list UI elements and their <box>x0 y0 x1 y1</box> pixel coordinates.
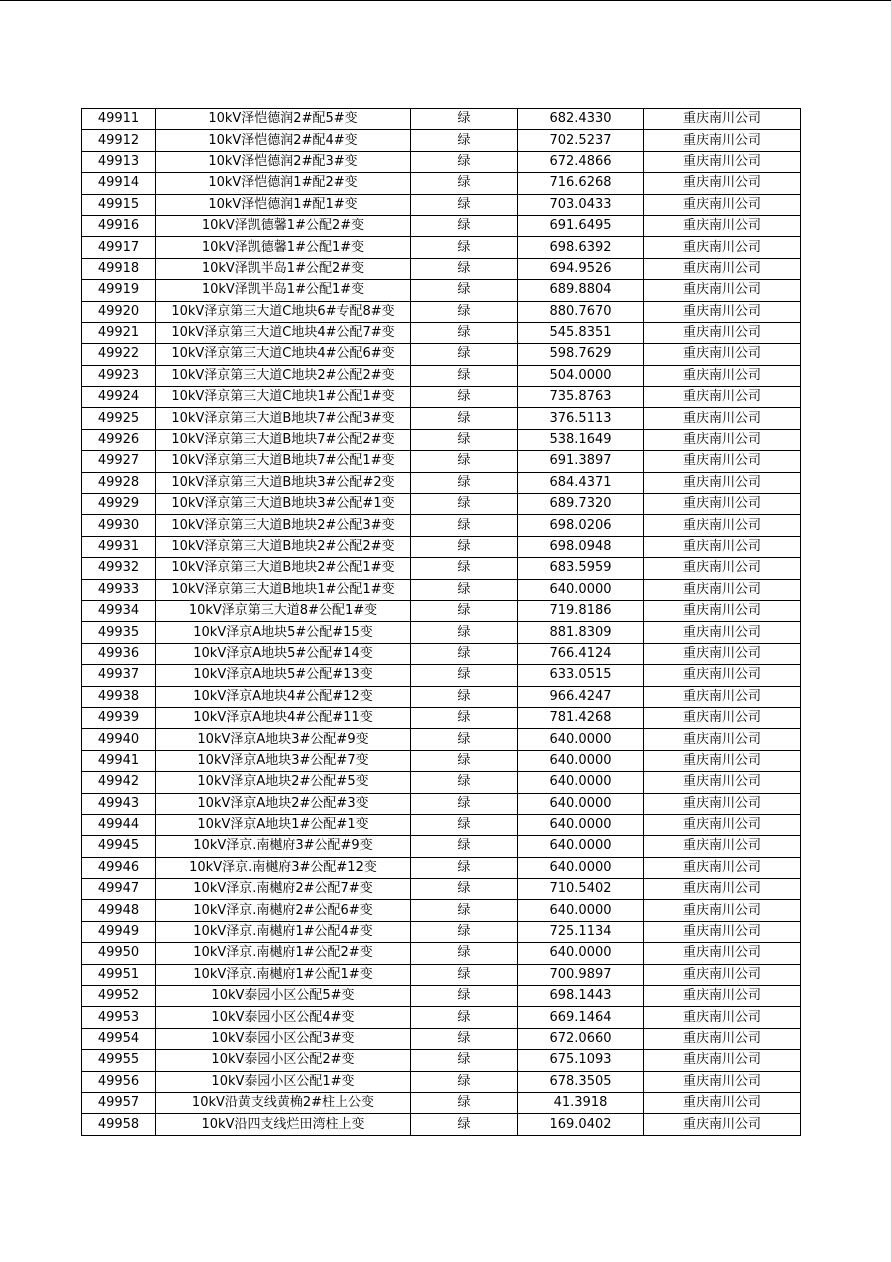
table-row <box>82 814 801 835</box>
cell-id: 49923 <box>82 365 156 386</box>
cell-color: 绿 <box>411 258 518 279</box>
cell-value: 672.0660 <box>518 1028 644 1049</box>
cell-id: 49911 <box>82 109 156 130</box>
table-row <box>82 215 801 236</box>
cell-name: 10kV泽京第三大道C地块4#公配6#变 <box>156 344 411 365</box>
cell-value: 41.3918 <box>518 1092 644 1113</box>
cell-value: 698.0206 <box>518 515 644 536</box>
table-row <box>82 707 801 728</box>
cell-id: 49950 <box>82 943 156 964</box>
cell-id: 49934 <box>82 600 156 621</box>
cell-color: 绿 <box>411 494 518 515</box>
cell-value: 710.5402 <box>518 879 644 900</box>
cell-company: 重庆南川公司 <box>644 814 801 835</box>
table-row <box>82 173 801 194</box>
cell-id: 49942 <box>82 772 156 793</box>
cell-id: 49928 <box>82 472 156 493</box>
cell-color: 绿 <box>411 579 518 600</box>
cell-value: 766.4124 <box>518 643 644 664</box>
cell-id: 49938 <box>82 686 156 707</box>
cell-company: 重庆南川公司 <box>644 600 801 621</box>
cell-id: 49929 <box>82 494 156 515</box>
cell-color: 绿 <box>411 408 518 429</box>
table-row <box>82 750 801 771</box>
cell-name: 10kV泽京A地块4#公配#12变 <box>156 686 411 707</box>
cell-value: 598.7629 <box>518 344 644 365</box>
table-row <box>82 344 801 365</box>
cell-value: 683.5959 <box>518 558 644 579</box>
cell-company: 重庆南川公司 <box>644 408 801 429</box>
cell-company: 重庆南川公司 <box>644 280 801 301</box>
cell-value: 698.6392 <box>518 237 644 258</box>
cell-id: 49948 <box>82 900 156 921</box>
cell-company: 重庆南川公司 <box>644 151 801 172</box>
cell-value: 640.0000 <box>518 579 644 600</box>
cell-color: 绿 <box>411 130 518 151</box>
table-row <box>82 258 801 279</box>
cell-name: 10kV泽京第三大道B地块7#公配2#变 <box>156 429 411 450</box>
cell-name: 10kV泽京第三大道C地块4#公配7#变 <box>156 322 411 343</box>
table-body <box>82 109 801 1136</box>
cell-color: 绿 <box>411 451 518 472</box>
cell-company: 重庆南川公司 <box>644 237 801 258</box>
cell-value: 545.8351 <box>518 322 644 343</box>
cell-name: 10kV泽京A地块2#公配#5变 <box>156 772 411 793</box>
cell-value: 672.4866 <box>518 151 644 172</box>
cell-company: 重庆南川公司 <box>644 1071 801 1092</box>
cell-name: 10kV泽京A地块3#公配#9变 <box>156 729 411 750</box>
cell-name: 10kV泽京第三大道C地块6#专配8#变 <box>156 301 411 322</box>
cell-color: 绿 <box>411 109 518 130</box>
cell-id: 49927 <box>82 451 156 472</box>
cell-value: 689.7320 <box>518 494 644 515</box>
cell-id: 49919 <box>82 280 156 301</box>
cell-color: 绿 <box>411 750 518 771</box>
cell-color: 绿 <box>411 772 518 793</box>
cell-color: 绿 <box>411 943 518 964</box>
cell-id: 49946 <box>82 857 156 878</box>
cell-company: 重庆南川公司 <box>644 194 801 215</box>
cell-id: 49957 <box>82 1092 156 1113</box>
cell-value: 640.0000 <box>518 750 644 771</box>
cell-company: 重庆南川公司 <box>644 836 801 857</box>
cell-company: 重庆南川公司 <box>644 472 801 493</box>
cell-id: 49933 <box>82 579 156 600</box>
table-row <box>82 151 801 172</box>
cell-company: 重庆南川公司 <box>644 793 801 814</box>
table-row <box>82 943 801 964</box>
table-row <box>82 857 801 878</box>
cell-name: 10kV泰园小区公配5#变 <box>156 986 411 1007</box>
table-row <box>82 408 801 429</box>
cell-name: 10kV泽京第三大道B地块2#公配3#变 <box>156 515 411 536</box>
cell-name: 10kV泽凯半岛1#公配1#变 <box>156 280 411 301</box>
cell-company: 重庆南川公司 <box>644 857 801 878</box>
cell-color: 绿 <box>411 665 518 686</box>
cell-color: 绿 <box>411 344 518 365</box>
cell-name: 10kV泽京第三大道B地块1#公配1#变 <box>156 579 411 600</box>
table-row <box>82 237 801 258</box>
cell-name: 10kV泽京第三大道B地块7#公配3#变 <box>156 408 411 429</box>
cell-name: 10kV沿黄支线黄桷2#柱上公变 <box>156 1092 411 1113</box>
cell-company: 重庆南川公司 <box>644 879 801 900</box>
cell-color: 绿 <box>411 793 518 814</box>
cell-color: 绿 <box>411 879 518 900</box>
cell-color: 绿 <box>411 194 518 215</box>
cell-id: 49920 <box>82 301 156 322</box>
cell-value: 781.4268 <box>518 707 644 728</box>
table-row <box>82 964 801 985</box>
cell-name: 10kV泽恺德润1#配2#变 <box>156 173 411 194</box>
cell-color: 绿 <box>411 215 518 236</box>
cell-id: 49913 <box>82 151 156 172</box>
cell-value: 703.0433 <box>518 194 644 215</box>
table-row <box>82 772 801 793</box>
table-row <box>82 429 801 450</box>
cell-id: 49944 <box>82 814 156 835</box>
table-row <box>82 365 801 386</box>
cell-id: 49956 <box>82 1071 156 1092</box>
cell-id: 49931 <box>82 536 156 557</box>
cell-value: 640.0000 <box>518 814 644 835</box>
cell-color: 绿 <box>411 729 518 750</box>
cell-value: 684.4371 <box>518 472 644 493</box>
cell-company: 重庆南川公司 <box>644 494 801 515</box>
page-top-rule <box>0 0 892 1</box>
cell-id: 49947 <box>82 879 156 900</box>
cell-color: 绿 <box>411 643 518 664</box>
cell-color: 绿 <box>411 365 518 386</box>
cell-color: 绿 <box>411 536 518 557</box>
cell-value: 725.1134 <box>518 921 644 942</box>
cell-name: 10kV泽恺德润1#配1#变 <box>156 194 411 215</box>
table-row <box>82 600 801 621</box>
cell-id: 49936 <box>82 643 156 664</box>
cell-name: 10kV泽恺德润2#配4#变 <box>156 130 411 151</box>
cell-color: 绿 <box>411 173 518 194</box>
cell-id: 49954 <box>82 1028 156 1049</box>
cell-company: 重庆南川公司 <box>644 173 801 194</box>
cell-id: 49932 <box>82 558 156 579</box>
cell-company: 重庆南川公司 <box>644 301 801 322</box>
table-row <box>82 1071 801 1092</box>
cell-value: 640.0000 <box>518 900 644 921</box>
cell-id: 49916 <box>82 215 156 236</box>
table-row <box>82 643 801 664</box>
cell-name: 10kV泽京A地块2#公配#3变 <box>156 793 411 814</box>
cell-name: 10kV泽凯德馨1#公配1#变 <box>156 237 411 258</box>
cell-value: 719.8186 <box>518 600 644 621</box>
cell-id: 49917 <box>82 237 156 258</box>
cell-company: 重庆南川公司 <box>644 322 801 343</box>
cell-name: 10kV泰园小区公配3#变 <box>156 1028 411 1049</box>
cell-value: 538.1649 <box>518 429 644 450</box>
cell-name: 10kV泽京.南樾府1#公配2#变 <box>156 943 411 964</box>
table-row <box>82 322 801 343</box>
cell-value: 880.7670 <box>518 301 644 322</box>
cell-color: 绿 <box>411 387 518 408</box>
table-row <box>82 1050 801 1071</box>
table-row <box>82 1114 801 1135</box>
cell-value: 675.1093 <box>518 1050 644 1071</box>
cell-company: 重庆南川公司 <box>644 579 801 600</box>
table-row <box>82 515 801 536</box>
table-row <box>82 921 801 942</box>
cell-color: 绿 <box>411 857 518 878</box>
cell-id: 49945 <box>82 836 156 857</box>
cell-company: 重庆南川公司 <box>644 515 801 536</box>
cell-company: 重庆南川公司 <box>644 130 801 151</box>
cell-company: 重庆南川公司 <box>644 365 801 386</box>
cell-value: 678.3505 <box>518 1071 644 1092</box>
cell-company: 重庆南川公司 <box>644 622 801 643</box>
cell-color: 绿 <box>411 1071 518 1092</box>
table-row <box>82 301 801 322</box>
cell-name: 10kV泽京A地块3#公配#7变 <box>156 750 411 771</box>
cell-value: 169.0402 <box>518 1114 644 1135</box>
cell-id: 49943 <box>82 793 156 814</box>
cell-color: 绿 <box>411 707 518 728</box>
table-row <box>82 494 801 515</box>
cell-id: 49924 <box>82 387 156 408</box>
cell-name: 10kV泽京第三大道B地块3#公配#1变 <box>156 494 411 515</box>
cell-id: 49915 <box>82 194 156 215</box>
cell-color: 绿 <box>411 280 518 301</box>
table-row <box>82 194 801 215</box>
table-row <box>82 1092 801 1113</box>
table-row <box>82 451 801 472</box>
cell-name: 10kV泽京.南樾府1#公配4#变 <box>156 921 411 942</box>
table-row <box>82 836 801 857</box>
cell-company: 重庆南川公司 <box>644 215 801 236</box>
cell-id: 49953 <box>82 1007 156 1028</box>
cell-company: 重庆南川公司 <box>644 986 801 1007</box>
cell-value: 966.4247 <box>518 686 644 707</box>
cell-color: 绿 <box>411 921 518 942</box>
cell-company: 重庆南川公司 <box>644 707 801 728</box>
cell-id: 49930 <box>82 515 156 536</box>
table-row <box>82 879 801 900</box>
table-row <box>82 109 801 130</box>
cell-value: 504.0000 <box>518 365 644 386</box>
cell-company: 重庆南川公司 <box>644 772 801 793</box>
cell-company: 重庆南川公司 <box>644 558 801 579</box>
cell-value: 691.6495 <box>518 215 644 236</box>
cell-company: 重庆南川公司 <box>644 1028 801 1049</box>
cell-name: 10kV泽京第三大道B地块3#公配#2变 <box>156 472 411 493</box>
table-row <box>82 579 801 600</box>
cell-value: 669.1464 <box>518 1007 644 1028</box>
cell-color: 绿 <box>411 1007 518 1028</box>
table-row <box>82 665 801 686</box>
cell-name: 10kV泽京A地块5#公配#15变 <box>156 622 411 643</box>
cell-name: 10kV泽京第三大道C地块2#公配2#变 <box>156 365 411 386</box>
cell-company: 重庆南川公司 <box>644 387 801 408</box>
cell-color: 绿 <box>411 814 518 835</box>
cell-value: 640.0000 <box>518 793 644 814</box>
cell-color: 绿 <box>411 600 518 621</box>
cell-color: 绿 <box>411 622 518 643</box>
table-row <box>82 558 801 579</box>
table-row <box>82 472 801 493</box>
cell-name: 10kV沿四支线烂田湾柱上变 <box>156 1114 411 1135</box>
cell-id: 49921 <box>82 322 156 343</box>
cell-name: 10kV泽恺德润2#配3#变 <box>156 151 411 172</box>
cell-color: 绿 <box>411 986 518 1007</box>
cell-name: 10kV泰园小区公配2#变 <box>156 1050 411 1071</box>
cell-name: 10kV泽京第三大道B地块2#公配2#变 <box>156 536 411 557</box>
cell-company: 重庆南川公司 <box>644 729 801 750</box>
cell-id: 49925 <box>82 408 156 429</box>
table-row <box>82 536 801 557</box>
table-row <box>82 900 801 921</box>
cell-company: 重庆南川公司 <box>644 258 801 279</box>
cell-value: 682.4330 <box>518 109 644 130</box>
cell-name: 10kV泽京A地块5#公配#13变 <box>156 665 411 686</box>
cell-company: 重庆南川公司 <box>644 750 801 771</box>
cell-id: 49952 <box>82 986 156 1007</box>
cell-company: 重庆南川公司 <box>644 943 801 964</box>
cell-value: 640.0000 <box>518 836 644 857</box>
cell-name: 10kV泽京.南樾府3#公配#9变 <box>156 836 411 857</box>
cell-value: 735.8763 <box>518 387 644 408</box>
cell-color: 绿 <box>411 301 518 322</box>
cell-color: 绿 <box>411 900 518 921</box>
table-row <box>82 280 801 301</box>
table-row <box>82 1028 801 1049</box>
cell-value: 640.0000 <box>518 857 644 878</box>
cell-color: 绿 <box>411 964 518 985</box>
table-row <box>82 729 801 750</box>
table-row <box>82 130 801 151</box>
cell-value: 689.8804 <box>518 280 644 301</box>
cell-company: 重庆南川公司 <box>644 344 801 365</box>
cell-value: 633.0515 <box>518 665 644 686</box>
cell-value: 698.1443 <box>518 986 644 1007</box>
cell-color: 绿 <box>411 515 518 536</box>
cell-name: 10kV泽恺德润2#配5#变 <box>156 109 411 130</box>
cell-company: 重庆南川公司 <box>644 429 801 450</box>
cell-value: 881.8309 <box>518 622 644 643</box>
cell-value: 691.3897 <box>518 451 644 472</box>
table-row <box>82 986 801 1007</box>
cell-id: 49926 <box>82 429 156 450</box>
cell-name: 10kV泽京第三大道B地块7#公配1#变 <box>156 451 411 472</box>
table-row <box>82 387 801 408</box>
cell-color: 绿 <box>411 151 518 172</box>
cell-color: 绿 <box>411 558 518 579</box>
cell-company: 重庆南川公司 <box>644 536 801 557</box>
cell-color: 绿 <box>411 1028 518 1049</box>
cell-color: 绿 <box>411 472 518 493</box>
table-row <box>82 1007 801 1028</box>
cell-color: 绿 <box>411 322 518 343</box>
cell-name: 10kV泽凯半岛1#公配2#变 <box>156 258 411 279</box>
cell-name: 10kV泰园小区公配4#变 <box>156 1007 411 1028</box>
cell-company: 重庆南川公司 <box>644 1007 801 1028</box>
cell-value: 640.0000 <box>518 729 644 750</box>
cell-color: 绿 <box>411 1092 518 1113</box>
cell-name: 10kV泰园小区公配1#变 <box>156 1071 411 1092</box>
cell-company: 重庆南川公司 <box>644 643 801 664</box>
cell-value: 698.0948 <box>518 536 644 557</box>
cell-value: 640.0000 <box>518 943 644 964</box>
cell-company: 重庆南川公司 <box>644 921 801 942</box>
transformer-table <box>81 108 801 1136</box>
cell-color: 绿 <box>411 686 518 707</box>
table-row <box>82 622 801 643</box>
cell-company: 重庆南川公司 <box>644 665 801 686</box>
cell-value: 716.6268 <box>518 173 644 194</box>
cell-name: 10kV泽京第三大道B地块2#公配1#变 <box>156 558 411 579</box>
cell-id: 49912 <box>82 130 156 151</box>
cell-value: 702.5237 <box>518 130 644 151</box>
cell-id: 49939 <box>82 707 156 728</box>
cell-name: 10kV泽京第三大道C地块1#公配1#变 <box>156 387 411 408</box>
cell-name: 10kV泽凯德馨1#公配2#变 <box>156 215 411 236</box>
cell-id: 49955 <box>82 1050 156 1071</box>
cell-name: 10kV泽京.南樾府2#公配6#变 <box>156 900 411 921</box>
cell-value: 376.5113 <box>518 408 644 429</box>
cell-company: 重庆南川公司 <box>644 1114 801 1135</box>
cell-id: 49914 <box>82 173 156 194</box>
cell-company: 重庆南川公司 <box>644 1050 801 1071</box>
cell-id: 49918 <box>82 258 156 279</box>
cell-company: 重庆南川公司 <box>644 964 801 985</box>
cell-id: 49941 <box>82 750 156 771</box>
cell-name: 10kV泽京第三大道8#公配1#变 <box>156 600 411 621</box>
cell-id: 49951 <box>82 964 156 985</box>
cell-color: 绿 <box>411 429 518 450</box>
cell-name: 10kV泽京.南樾府3#公配#12变 <box>156 857 411 878</box>
cell-id: 49958 <box>82 1114 156 1135</box>
cell-color: 绿 <box>411 1050 518 1071</box>
table-row <box>82 686 801 707</box>
cell-id: 49922 <box>82 344 156 365</box>
cell-company: 重庆南川公司 <box>644 451 801 472</box>
cell-company: 重庆南川公司 <box>644 1092 801 1113</box>
cell-company: 重庆南川公司 <box>644 900 801 921</box>
cell-id: 49940 <box>82 729 156 750</box>
cell-name: 10kV泽京.南樾府1#公配1#变 <box>156 964 411 985</box>
cell-name: 10kV泽京A地块5#公配#14变 <box>156 643 411 664</box>
cell-company: 重庆南川公司 <box>644 109 801 130</box>
cell-name: 10kV泽京A地块4#公配#11变 <box>156 707 411 728</box>
cell-value: 694.9526 <box>518 258 644 279</box>
cell-name: 10kV泽京A地块1#公配#1变 <box>156 814 411 835</box>
cell-id: 49935 <box>82 622 156 643</box>
cell-name: 10kV泽京.南樾府2#公配7#变 <box>156 879 411 900</box>
cell-color: 绿 <box>411 836 518 857</box>
cell-company: 重庆南川公司 <box>644 686 801 707</box>
cell-color: 绿 <box>411 237 518 258</box>
cell-id: 49937 <box>82 665 156 686</box>
table-row <box>82 793 801 814</box>
cell-value: 700.9897 <box>518 964 644 985</box>
cell-id: 49949 <box>82 921 156 942</box>
cell-color: 绿 <box>411 1114 518 1135</box>
cell-value: 640.0000 <box>518 772 644 793</box>
